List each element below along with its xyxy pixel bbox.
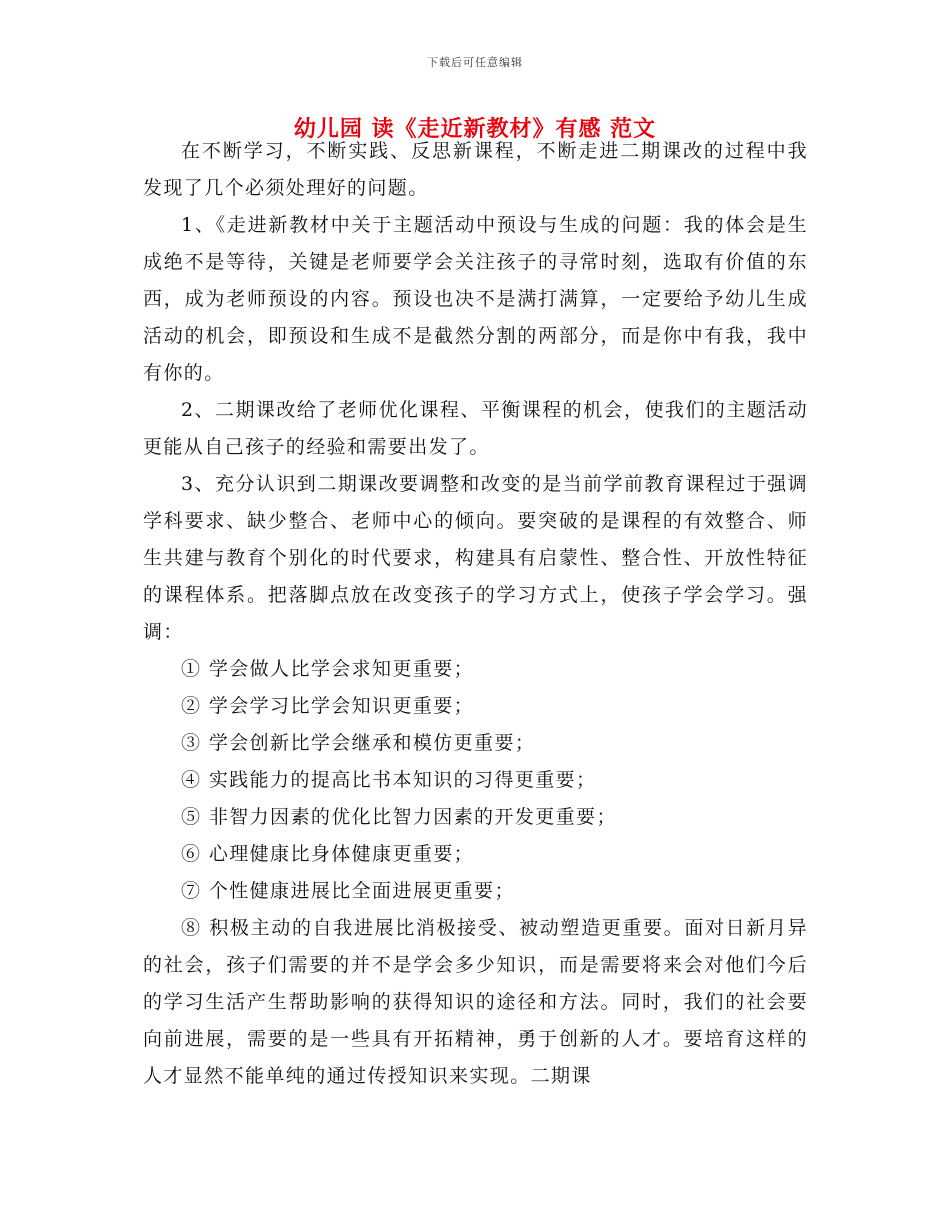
- list-item: ⑧ 积极主动的自我进展比消极接受、被动塑造更重要。面对日新月异的社会，孩子们需要的并不是学会多少知识，而是需要将来会对他们今后的学习生活产生帮助影响的获得知识的途径和方法。同时，我们的社会要向前进展，需要的是一些具有开拓精神，勇于创新的人才。要培育这样的人才显然不能单纯的通过传授知识来实现。二期课: [143, 917, 808, 1087]
- paragraph-point-2: 2、二期课改给了老师优化课程、平衡课程的机会，使我们的主题活动更能从自己孩子的经验和需要出发了。: [143, 399, 808, 458]
- paragraph-point-1: 1、《走进新教材中关于主题活动中预设与生成的问题：我的体会是生成绝不是等待，关键是老师要学会关注孩子的寻常时刻，选取有价值的东西，成为老师预设的内容。预设也决不是满打满算，一定要给予幼儿生成活动的机会，即预设和生成不是截然分割的两部分，而是你中有我，我中有你的。: [143, 214, 808, 384]
- document-title: 幼儿园 读《走近新教材》有感 范文: [293, 116, 657, 142]
- list-item: ⑦ 个性健康进展比全面进展更重要；: [181, 880, 515, 902]
- header-note: 下载后可任意编辑: [427, 56, 523, 69]
- list-item: ④ 实践能力的提高比书本知识的习得更重要；: [181, 769, 597, 791]
- list-item: ⑥ 心理健康比身体健康更重要；: [181, 843, 475, 865]
- list-item: ② 学会学习比学会知识更重要；: [181, 695, 475, 717]
- list-item: ⑤ 非智力因素的优化比智力因素的开发更重要；: [181, 806, 617, 828]
- list-item: ① 学会做人比学会求知更重要；: [181, 658, 475, 680]
- paragraph-intro: 在不断学习，不断实践、反思新课程，不断走进二期课改的过程中我发现了几个必须处理好的问题。: [143, 140, 808, 199]
- document-body: [143, 133, 808, 1095]
- paragraph-point-3: 3、充分认识到二期课改要调整和改变的是当前学前教育课程过于强调学科要求、缺少整合、老师中心的倾向。要突破的是课程的有效整合、师生共建与教育个别化的时代要求，构建具有启蒙性、整合性、开放性特征的课程体系。把落脚点放在改变孩子的学习方式上，使孩子学会学习。强调：: [143, 473, 808, 643]
- list-item: ③ 学会创新比学会继承和模仿更重要；: [181, 732, 536, 754]
